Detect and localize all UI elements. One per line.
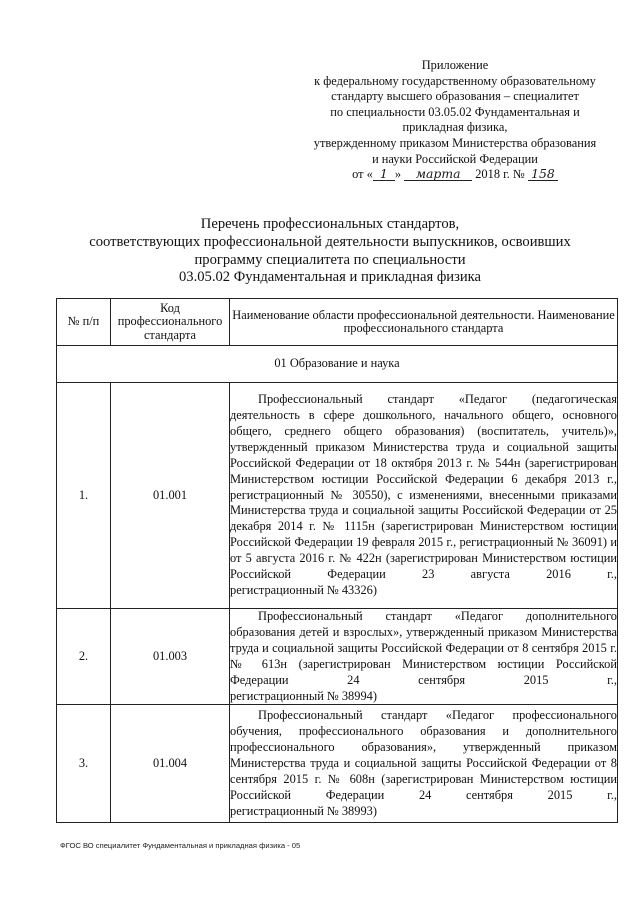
handwritten-month: марта xyxy=(404,167,472,181)
row-code: 01.001 xyxy=(111,383,230,609)
header-code: Код профессионального стандарта xyxy=(111,299,230,346)
document-title xyxy=(60,216,600,287)
row-description xyxy=(230,609,618,705)
table-row xyxy=(57,705,618,823)
title-line: программу специалитета по специальности xyxy=(194,251,466,268)
table-header-row xyxy=(57,299,618,346)
appendix-line: к федеральному государственному образовательному xyxy=(314,73,596,88)
row-text: Профессиональный стандарт «Педагог профессионального обучения, профессионального образования и дополнительного профессионального образования», утвержденный приказом Министерства труда и социальной защиты Российской Федерации от 8 сентября 2015 г. № 608н (зарегистрирован Министерством юстиции Российской Федерации 24 сентября 2015 г., xyxy=(230,708,617,802)
row-text: Профессиональный стандарт «Педагог (педагогическая деятельность в сфере дошкольного, начального общего, основного общего, среднего общего образования) (воспитатель, учитель)», утвержденный приказом Министерства труда и социальной защиты Российской Федерации от 18 октября 2013 г. № 544н (зарегистрирован Министерством юстиции Российской Федерации 6 декабря 2013 г., регистрационный № 30550), с изменениями, внесенными приказами Министерства труда и социальной защиты Российской Федерации от 25 декабря 2014 г. № 1115н (зарегистрирован Министерством юстиции Российской Федерации 19 февраля 2015 г., регистрационный № 36091) и от 5 августа 2016 г. № 422н (зарегистрирован Министерством юстиции Российской Федерации 23 августа 2016 г., xyxy=(230,392,617,582)
appendix-line: и науки Российской Федерации xyxy=(372,151,538,166)
date-mid: » xyxy=(394,167,402,182)
appendix-line: утвержденному приказом Министерства образования xyxy=(313,135,597,150)
appendix-line: по специальности 03.05.02 Фундаментальная и xyxy=(330,104,580,119)
title-line: 03.05.02 Фундаментальная и прикладная физика xyxy=(178,269,482,286)
section-title: 01 Образование и наука xyxy=(57,346,618,383)
row-text-tail: регистрационный № 43326) xyxy=(230,582,377,597)
header-name: Наименование области профессиональной деятельности. Наименование профессионального стандарта xyxy=(230,299,618,346)
appendix-line: Приложение xyxy=(421,58,489,72)
page-footer: ФГОС ВО специалитет Фундаментальная и прикладная физика - 05 xyxy=(60,841,301,850)
table-row xyxy=(57,609,618,705)
appendix-line: прикладная физика, xyxy=(402,120,508,135)
title-line: Перечень профессиональных стандартов, xyxy=(200,216,460,232)
row-text-tail: регистрационный № 38993) xyxy=(230,803,377,818)
table-row xyxy=(57,383,618,609)
handwritten-day: 1 xyxy=(373,167,395,181)
standards-table xyxy=(56,298,618,823)
handwritten-order-number: 158 xyxy=(528,167,558,181)
appendix-line: стандарту высшего образования – специалитет xyxy=(331,89,579,104)
row-number: 3. xyxy=(57,705,111,823)
row-number: 2. xyxy=(57,609,111,705)
row-description xyxy=(230,383,618,609)
date-year: 2018 г. № xyxy=(475,167,525,182)
date-prefix: от « xyxy=(352,167,373,182)
row-code: 01.003 xyxy=(111,609,230,705)
header-number: № п/п xyxy=(57,299,111,346)
row-number: 1. xyxy=(57,383,111,609)
row-text-tail: регистрационный № 38994) xyxy=(230,688,377,703)
row-description xyxy=(230,705,618,823)
appendix-header xyxy=(300,58,610,183)
title-line: соответствующих профессиональной деятельности выпускников, освоивших xyxy=(89,233,571,250)
order-date-line xyxy=(300,167,610,183)
section-row xyxy=(57,346,618,383)
row-text: Профессиональный стандарт «Педагог дополнительного образования детей и взрослых», утвержденный приказом Министерства труда и социальной защиты Российской Федерации от 8 сентября 2015 г. № 613н (зарегистрирован Министерством юстиции Российской Федерации 24 сентября 2015 г., xyxy=(230,609,617,687)
row-code: 01.004 xyxy=(111,705,230,823)
